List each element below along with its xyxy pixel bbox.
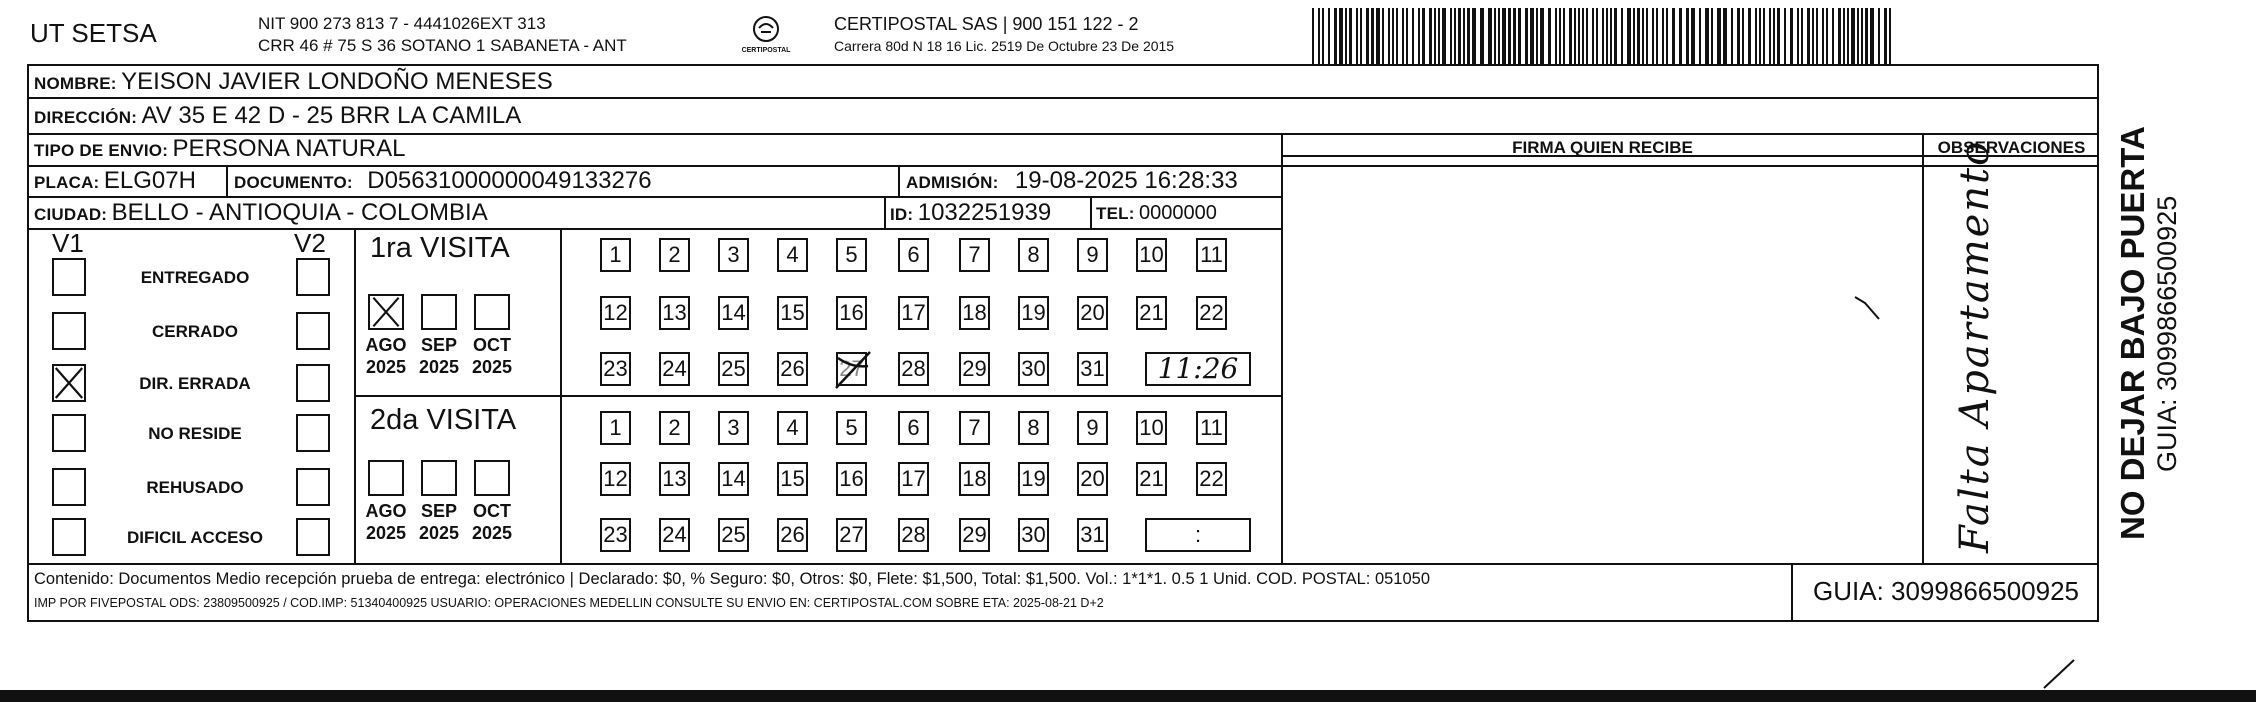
nombre-row — [34, 68, 553, 96]
company-name: UT SETSA — [30, 18, 157, 48]
day-box[interactable]: 20 — [1077, 462, 1108, 496]
day-box[interactable]: 9 — [1077, 238, 1108, 272]
day-box[interactable]: 10 — [1136, 238, 1167, 272]
day-box[interactable]: 16 — [836, 296, 867, 330]
direccion-value: AV 35 E 42 D - 25 BRR LA CAMILA — [141, 102, 522, 129]
day-box[interactable]: 7 — [959, 411, 990, 445]
day-box[interactable]: 19 — [1018, 296, 1049, 330]
day-box[interactable]: 2 — [659, 411, 690, 445]
day-box[interactable]: 31 — [1077, 518, 1108, 552]
day-box[interactable]: 12 — [600, 462, 631, 496]
day-box[interactable]: 30 — [1018, 352, 1049, 386]
direccion-row — [34, 102, 521, 130]
logo-text: CERTIPOSTAL — [741, 47, 791, 54]
v1-checkbox[interactable] — [52, 518, 86, 556]
day-box[interactable]: 5 — [836, 411, 867, 445]
v1-checkbox[interactable] — [52, 364, 86, 402]
status-label: NO RESIDE — [148, 424, 242, 443]
placa-label: PLACA: — [34, 173, 100, 192]
day-box[interactable]: 24 — [659, 518, 690, 552]
v2-checkbox[interactable] — [296, 364, 330, 402]
visit1-title: 1ra VISITA — [370, 232, 510, 264]
time-box[interactable]: : — [1145, 518, 1251, 552]
day-box[interactable]: 13 — [659, 296, 690, 330]
nit-line: NIT 900 273 813 7 - 4441026EXT 313 — [258, 14, 546, 33]
day-box[interactable]: 17 — [898, 462, 929, 496]
ciudad-label: CIUDAD: — [34, 205, 108, 224]
tel-row — [1096, 202, 1217, 225]
admision-value: 19-08-2025 16:28:33 — [1014, 167, 1238, 194]
time-box[interactable]: 11:26 — [1145, 352, 1251, 386]
day-box[interactable]: 18 — [959, 296, 990, 330]
v2-checkbox[interactable] — [296, 468, 330, 506]
day-box[interactable]: 11 — [1196, 238, 1227, 272]
status-label: CERRADO — [152, 322, 238, 341]
day-box[interactable]: 1 — [600, 238, 631, 272]
status-label: REHUSADO — [146, 478, 244, 497]
day-box[interactable]: 29 — [959, 352, 990, 386]
day-box[interactable]: 31 — [1077, 352, 1108, 386]
documento-value: D05631000000049133276 — [367, 167, 652, 194]
month-checkbox[interactable] — [421, 460, 457, 496]
documento-label: DOCUMENTO: — [234, 173, 353, 192]
day-box[interactable]: 22 — [1196, 462, 1227, 496]
status-label: DIFICIL ACCESO — [126, 528, 263, 547]
side-warning: NO DEJAR BAJO PUERTA — [2114, 126, 2151, 540]
day-box[interactable]: 2 — [659, 238, 690, 272]
certipostal-line: CERTIPOSTAL SAS | 900 151 122 - 2 — [834, 14, 1139, 34]
tipo-label: TIPO DE ENVIO: — [34, 141, 169, 160]
day-box[interactable]: 23 — [600, 518, 631, 552]
month-checkbox[interactable] — [368, 460, 404, 496]
day-box[interactable]: 6 — [898, 238, 929, 272]
footer-imp: IMP POR FIVEPOSTAL ODS: 23809500925 / COD.IMP: 51340400925 USUARIO: OPERACIONES MEDELLIN CONSULTE SU ENVIO EN: CERTIPOSTAL.COM SOBRE ETA: 2025-08-21 D+2 — [34, 596, 1104, 610]
v2-checkbox[interactable] — [296, 258, 330, 296]
day-box[interactable]: 16 — [836, 462, 867, 496]
tel-value: 0000000 — [1139, 202, 1217, 224]
tipo-row — [34, 135, 406, 163]
day-box[interactable]: 14 — [718, 296, 749, 330]
day-box[interactable]: 7 — [959, 238, 990, 272]
month-checkbox[interactable] — [474, 294, 510, 330]
v1-checkbox[interactable] — [52, 312, 86, 350]
day-box[interactable]: 20 — [1077, 296, 1108, 330]
day-box[interactable]: 9 — [1077, 411, 1108, 445]
day-box[interactable]: 21 — [1136, 462, 1167, 496]
day-box[interactable]: 1 — [600, 411, 631, 445]
observaciones-header: OBSERVACIONES — [1937, 138, 2086, 157]
footer-contenido: Contenido: Documentos Medio recepción prueba de entrega: electrónico | Declarado: $0, % Seguro: $0, Otros: $0, Flete: $1,500, Total: $1,500. Vol.: 1*1*1. 0.5 1 Unid. COD. POSTAL: 051050 — [34, 570, 1431, 588]
day-box[interactable]: 18 — [959, 462, 990, 496]
day-box[interactable]: 15 — [777, 296, 808, 330]
month-label: SEP 2025 — [418, 335, 460, 377]
month-checkbox[interactable] — [421, 294, 457, 330]
day-box[interactable]: 27 — [836, 518, 867, 552]
bottom-edge — [0, 690, 2256, 702]
placa-row — [34, 167, 196, 195]
day-box[interactable]: 28 — [898, 518, 929, 552]
signature-mark — [1283, 157, 1922, 563]
v1-label: V1 — [52, 228, 84, 258]
admision-label: ADMISIÓN: — [906, 173, 999, 192]
day-box[interactable]: 23 — [600, 352, 631, 386]
month-checkbox[interactable] — [474, 460, 510, 496]
day-box[interactable]: 30 — [1018, 518, 1049, 552]
month-label: SEP 2025 — [418, 501, 460, 543]
footer-guia: GUIA: 3099866500925 — [1813, 576, 2079, 606]
day-box[interactable]: 25 — [718, 518, 749, 552]
month-label: OCT 2025 — [471, 501, 513, 543]
v1-checkbox[interactable] — [52, 414, 86, 452]
day-box[interactable]: 25 — [718, 352, 749, 386]
side-guia: GUIA: 3099866500925 — [2152, 195, 2182, 472]
visit2-title: 2da VISITA — [370, 404, 517, 436]
stray-mark — [2040, 656, 2080, 692]
id-row — [890, 199, 1051, 227]
v2-checkbox[interactable] — [296, 414, 330, 452]
day-box[interactable]: 24 — [659, 352, 690, 386]
firma-header: FIRMA QUIEN RECIBE — [1512, 138, 1693, 157]
day-box[interactable]: 29 — [959, 518, 990, 552]
tel-label: TEL: — [1096, 204, 1135, 223]
observaciones-handwritten: Falta Apartamento — [1952, 139, 1998, 553]
day-box[interactable]: 26 — [777, 518, 808, 552]
day-box[interactable]: 14 — [718, 462, 749, 496]
day-box[interactable]: 3 — [718, 411, 749, 445]
day-box[interactable]: 3 — [718, 238, 749, 272]
id-label: ID: — [890, 205, 914, 224]
v1-checkbox[interactable] — [52, 258, 86, 296]
day-box[interactable]: 15 — [777, 462, 808, 496]
day-box[interactable]: 22 — [1196, 296, 1227, 330]
ciudad-row — [34, 199, 488, 227]
day-box[interactable]: 21 — [1136, 296, 1167, 330]
day-box[interactable]: 19 — [1018, 462, 1049, 496]
month-checkbox[interactable] — [368, 294, 404, 330]
day-box[interactable]: 8 — [1018, 411, 1049, 445]
day-box[interactable]: 27 — [836, 352, 867, 386]
month-label: AGO 2025 — [365, 335, 407, 377]
ciudad-value: BELLO - ANTIOQUIA - COLOMBIA — [111, 199, 488, 226]
license-line: Carrera 80d N 18 16 Lic. 2519 De Octubre 23 De 2015 — [834, 38, 1175, 54]
v2-label: V2 — [294, 228, 326, 258]
logo-icon — [751, 14, 781, 44]
day-box[interactable]: 28 — [898, 352, 929, 386]
v2-checkbox[interactable] — [296, 518, 330, 556]
day-box[interactable]: 17 — [898, 296, 929, 330]
day-box[interactable]: 6 — [898, 411, 929, 445]
month-label: AGO 2025 — [365, 501, 407, 543]
direccion-label: DIRECCIÓN: — [34, 108, 138, 127]
status-label: DIR. ERRADA — [139, 374, 251, 393]
day-box[interactable]: 26 — [777, 352, 808, 386]
day-box[interactable]: 12 — [600, 296, 631, 330]
id-value: 1032251939 — [917, 199, 1052, 226]
nombre-label: NOMBRE: — [34, 74, 117, 93]
address-line: CRR 46 # 75 S 36 SOTANO 1 SABANETA - ANT — [258, 36, 627, 55]
status-label: ENTREGADO — [140, 268, 250, 287]
day-box[interactable]: 10 — [1136, 411, 1167, 445]
placa-value: ELG07H — [103, 167, 196, 194]
v1-checkbox[interactable] — [52, 468, 86, 506]
barcode — [1312, 8, 1894, 64]
signature-area[interactable] — [1283, 157, 1922, 563]
month-label: OCT 2025 — [471, 335, 513, 377]
day-box[interactable]: 8 — [1018, 238, 1049, 272]
nombre-value: YEISON JAVIER LONDOÑO MENESES — [121, 68, 553, 95]
day-box[interactable]: 11 — [1196, 411, 1227, 445]
documento-row — [234, 167, 652, 195]
day-box[interactable]: 13 — [659, 462, 690, 496]
day-box[interactable]: 4 — [777, 411, 808, 445]
tipo-value: PERSONA NATURAL — [172, 135, 406, 162]
v2-checkbox[interactable] — [296, 312, 330, 350]
admision-row — [906, 167, 1238, 195]
day-box[interactable]: 4 — [777, 238, 808, 272]
certipostal-logo — [734, 14, 798, 54]
day-box[interactable]: 5 — [836, 238, 867, 272]
